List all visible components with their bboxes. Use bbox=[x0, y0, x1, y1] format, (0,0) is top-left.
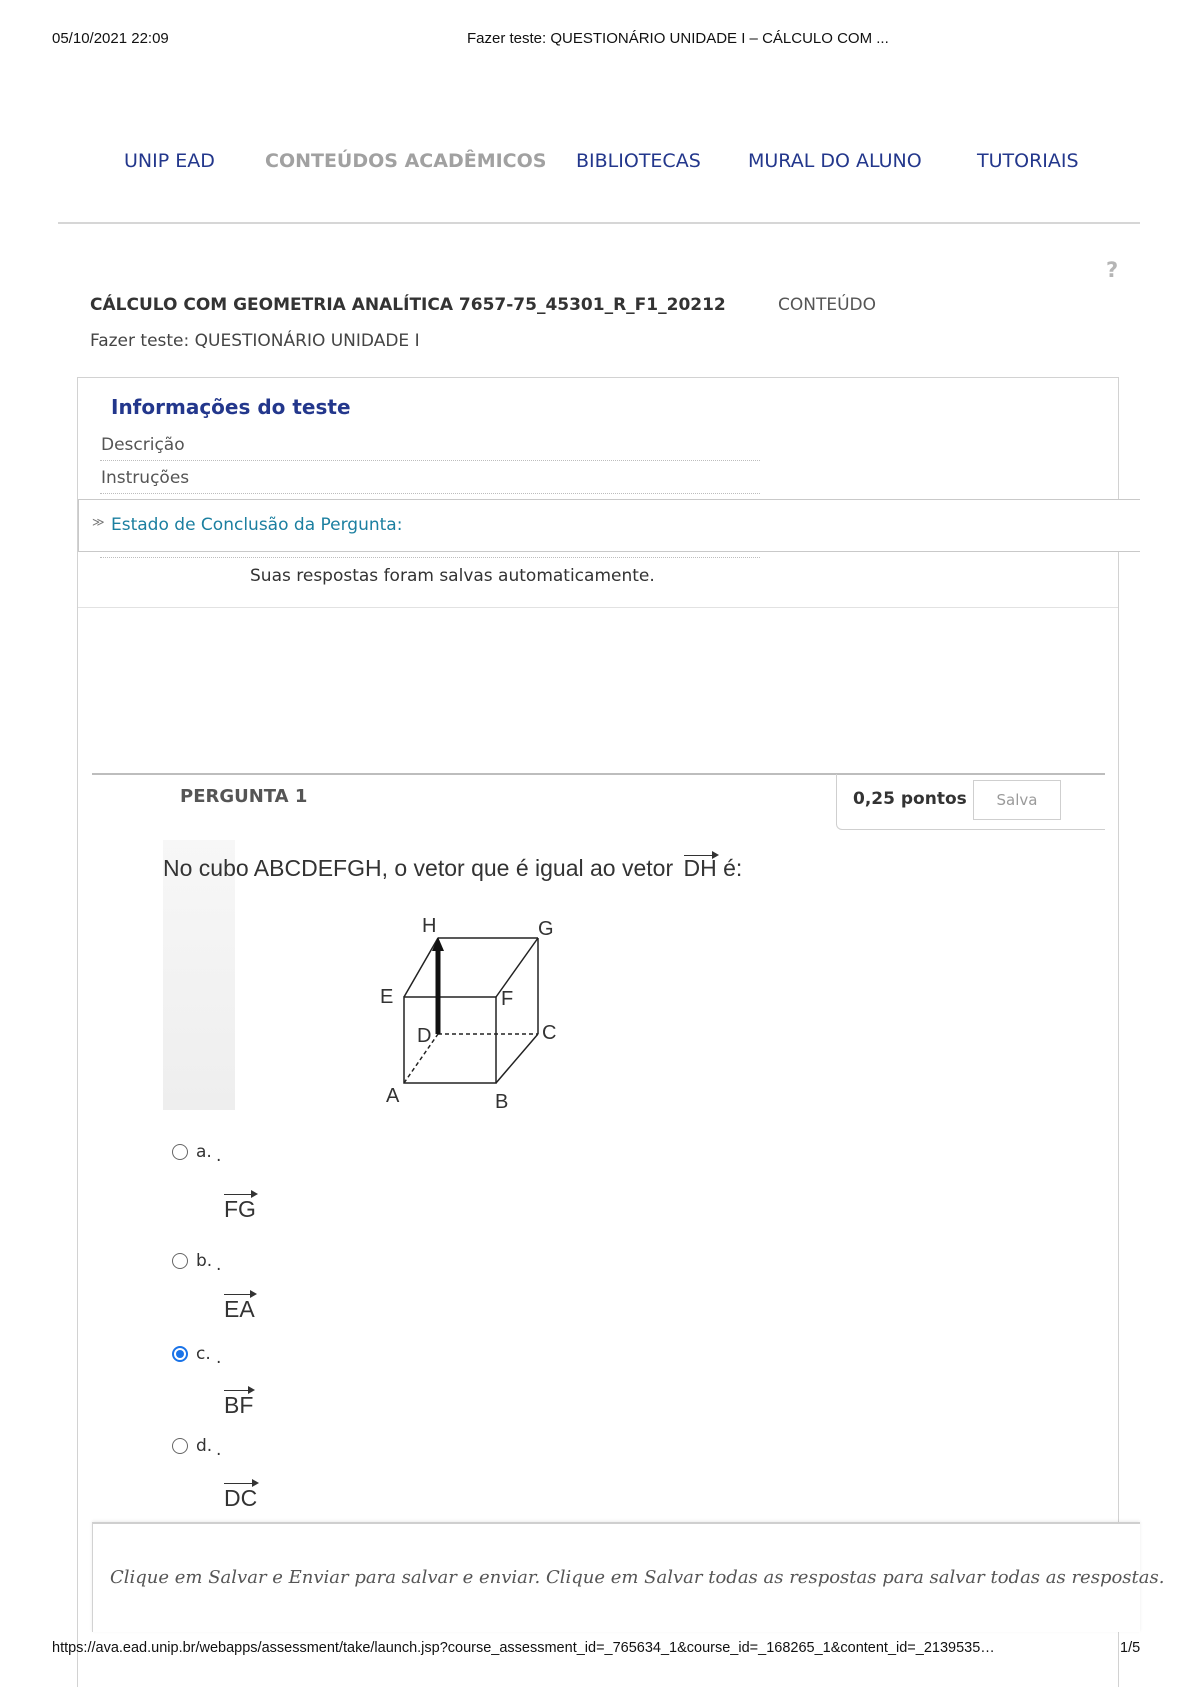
option-b-dot: . bbox=[216, 1255, 222, 1275]
print-page-number: 1/5 bbox=[1120, 1640, 1141, 1656]
label-h: H bbox=[422, 915, 437, 937]
divider bbox=[100, 460, 760, 461]
label-b: B bbox=[495, 1091, 509, 1113]
option-d-letter: d. bbox=[196, 1436, 213, 1456]
question-number: PERGUNTA 1 bbox=[180, 786, 308, 807]
label-a: A bbox=[386, 1085, 400, 1107]
nav-conteudos-academicos[interactable]: CONTEÚDOS ACADÊMICOS bbox=[265, 150, 547, 172]
label-f: F bbox=[501, 988, 514, 1010]
question-text bbox=[163, 855, 742, 882]
divider bbox=[78, 607, 1118, 608]
question-points: 0,25 pontos bbox=[853, 789, 967, 809]
question-text-end: é: bbox=[723, 855, 743, 881]
label-e: E bbox=[380, 986, 394, 1008]
option-a-dot: . bbox=[216, 1146, 222, 1166]
test-info-heading: Informações do teste bbox=[111, 395, 351, 419]
divider bbox=[100, 493, 760, 494]
question-vector: DH bbox=[684, 855, 717, 882]
divider bbox=[100, 557, 760, 558]
option-c-letter: c. bbox=[196, 1344, 211, 1364]
label-d: D bbox=[417, 1025, 432, 1047]
nav-tutoriais[interactable]: TUTORIAIS bbox=[977, 150, 1079, 172]
label-g: G bbox=[538, 918, 554, 940]
course-title: CÁLCULO COM GEOMETRIA ANALÍTICA 7657-75_45301_R_F1_20212 bbox=[90, 295, 726, 315]
option-a-radio[interactable] bbox=[172, 1144, 188, 1160]
print-page-title: Fazer teste: QUESTIONÁRIO UNIDADE I – CÁLCULO COM ... bbox=[467, 30, 889, 47]
help-icon[interactable]: ? bbox=[1106, 258, 1119, 282]
status-label[interactable]: Estado de Conclusão da Pergunta: bbox=[111, 515, 403, 535]
option-d-dot: . bbox=[216, 1440, 222, 1460]
option-c-vector: BF bbox=[224, 1392, 254, 1418]
option-b-radio[interactable] bbox=[172, 1253, 188, 1269]
option-b-letter: b. bbox=[196, 1251, 213, 1271]
label-c: C bbox=[542, 1022, 557, 1044]
nav-divider bbox=[58, 222, 1140, 224]
option-d-vector: DC bbox=[224, 1485, 258, 1511]
nav-unip-ead[interactable]: UNIP EAD bbox=[124, 150, 215, 172]
page-breadcrumb: Fazer teste: QUESTIONÁRIO UNIDADE I bbox=[90, 331, 420, 351]
save-button[interactable]: Salva bbox=[973, 780, 1061, 820]
description-label[interactable]: Descrição bbox=[101, 435, 185, 455]
nav-bibliotecas[interactable]: BIBLIOTECAS bbox=[576, 150, 701, 172]
submit-instructions: Clique em Salvar e Enviar para salvar e enviar. Clique em Salvar todas as respostas para salvar todas as respostas. bbox=[110, 1567, 1165, 1588]
instructions-label[interactable]: Instruções bbox=[101, 468, 190, 488]
option-a-letter: a. bbox=[196, 1142, 212, 1162]
option-b-vector: EA bbox=[224, 1296, 255, 1322]
saved-message: Suas respostas foram salvas automaticamente. bbox=[250, 566, 655, 586]
question-status-accordion[interactable] bbox=[78, 499, 1140, 552]
option-a-vector: FG bbox=[224, 1196, 256, 1222]
print-url: https://ava.ead.unip.br/webapps/assessment/take/launch.jsp?course_assessment_id=_765634_1&course_id=_168265_1&content_id=_2139535… bbox=[52, 1640, 995, 1656]
option-c-dot: . bbox=[216, 1348, 222, 1368]
cube-figure bbox=[370, 905, 585, 1125]
option-c-radio[interactable] bbox=[172, 1346, 188, 1362]
print-datetime: 05/10/2021 22:09 bbox=[52, 30, 169, 47]
question-text-main: No cubo ABCDEFGH, o vetor que é igual ao vetor bbox=[163, 855, 674, 881]
option-d-radio[interactable] bbox=[172, 1438, 188, 1454]
nav-mural-do-aluno[interactable]: MURAL DO ALUNO bbox=[748, 150, 922, 172]
chevron-down-icon: ≫ bbox=[92, 515, 105, 529]
cube-edge-bc bbox=[496, 1034, 538, 1083]
cube-edge-eh bbox=[404, 938, 438, 997]
content-link[interactable]: CONTEÚDO bbox=[778, 295, 877, 315]
